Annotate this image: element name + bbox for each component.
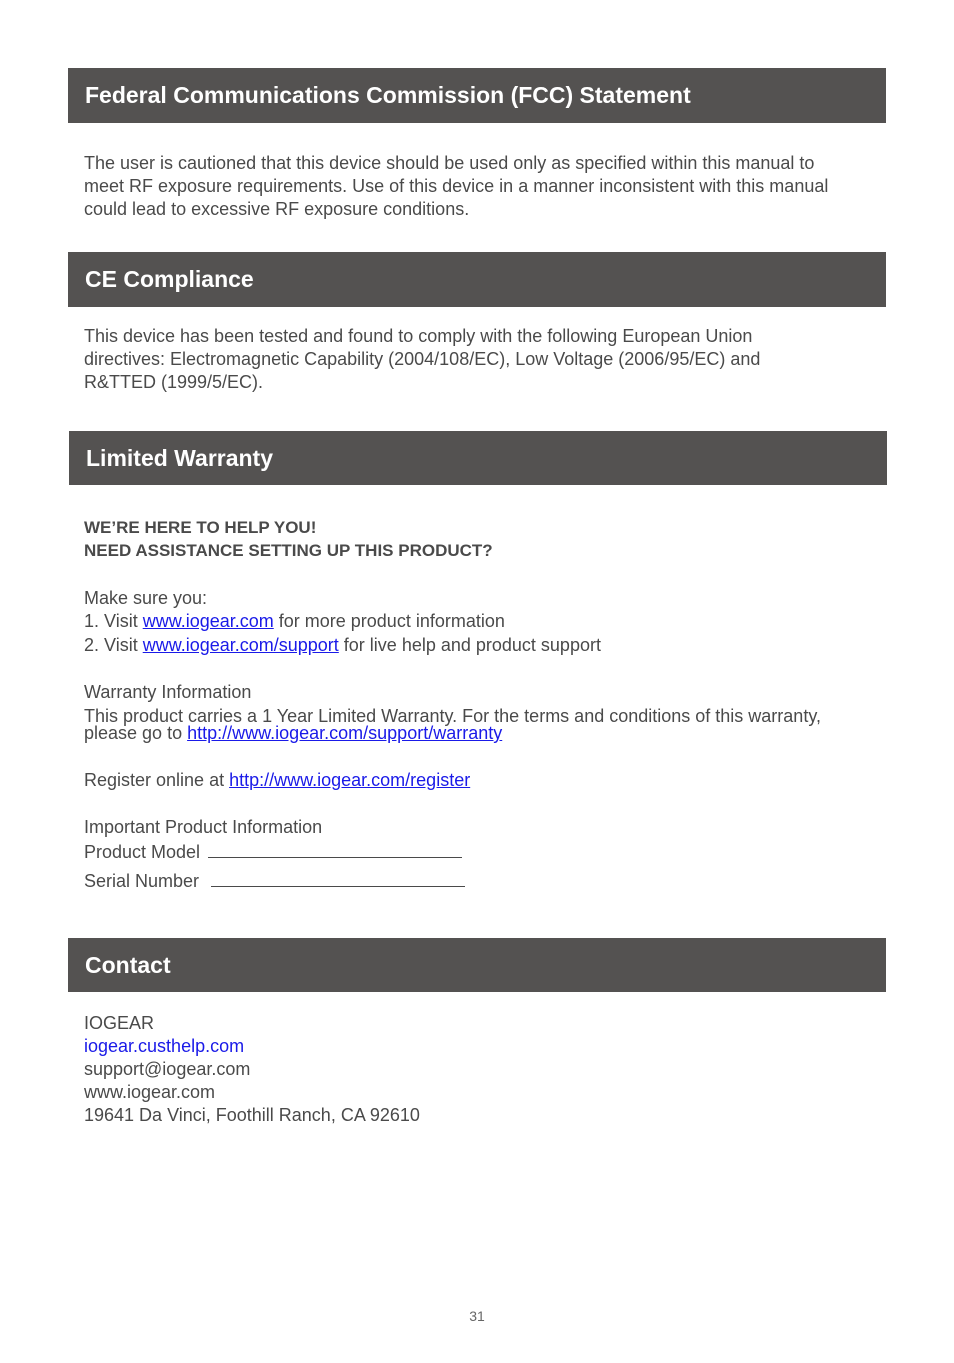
visit-line-2 — [84, 634, 601, 657]
page-number: 31 — [469, 1308, 485, 1324]
visit1-suffix: for more product information — [273, 611, 505, 631]
fcc-heading: Federal Communications Commission (FCC) Statement — [85, 82, 691, 108]
ce-body-line: This device has been tested and found to comply with the following European Union — [84, 326, 753, 346]
help-line-2: NEED ASSISTANCE SETTING UP THIS PRODUCT? — [84, 541, 493, 560]
contact-body — [84, 1012, 420, 1127]
iogear-home-link[interactable]: www.iogear.com — [142, 611, 274, 631]
register-line — [84, 769, 470, 792]
contact-heading: Contact — [85, 951, 171, 978]
register-prefix: Register online at — [84, 770, 230, 790]
ce-section-header — [68, 252, 886, 307]
ce-heading: CE Compliance — [85, 266, 254, 292]
product-model-label: Product Model — [84, 842, 201, 862]
warranty-info-title: Warranty Information — [84, 682, 252, 702]
iogear-support-link[interactable]: www.iogear.com/support — [142, 635, 339, 655]
contact-website: www.iogear.com — [84, 1082, 216, 1102]
ce-body-line: R&TTED (1999/5/EC). — [84, 372, 264, 392]
visit2-prefix: 2. Visit — [84, 635, 143, 655]
warranty-link[interactable]: http://www.iogear.com/support/warranty — [187, 723, 503, 743]
contact-email: support@iogear.com — [84, 1059, 251, 1079]
contact-section-header — [68, 938, 886, 992]
warranty-line-2 — [84, 722, 502, 745]
warranty-heading: Limited Warranty — [86, 444, 274, 471]
custhelp-link[interactable]: iogear.custhelp.com — [84, 1036, 245, 1056]
fcc-body-line: could lead to excessive RF exposure conditions. — [84, 199, 470, 219]
serial-number-blank — [211, 872, 465, 887]
ce-body-line: directives: Electromagnetic Capability (2004/108/EC), Low Voltage (2006/95/EC) and — [84, 349, 761, 369]
serial-number-row — [84, 870, 465, 893]
help-line-1: WE’RE HERE TO HELP YOU! — [84, 518, 317, 537]
fcc-section-header — [68, 68, 886, 123]
visit2-suffix: for live help and product support — [338, 635, 601, 655]
contact-company: IOGEAR — [84, 1013, 155, 1033]
visit1-prefix: 1. Visit — [84, 611, 143, 631]
fcc-body-line: The user is cautioned that this device should be used only as specified within this manual to — [84, 153, 815, 173]
product-model-row — [84, 841, 462, 864]
fcc-body-line: meet RF exposure requirements. Use of this device in a manner inconsistent with this manual — [84, 176, 829, 196]
serial-number-label: Serial Number — [84, 871, 200, 891]
contact-address: 19641 Da Vinci, Foothill Ranch, CA 92610 — [84, 1105, 420, 1125]
warranty-section-header — [69, 431, 887, 485]
make-sure-label: Make sure you: — [84, 588, 208, 608]
important-info-title: Important Product Information — [84, 817, 323, 837]
warranty-line2-prefix: please go to — [84, 723, 188, 743]
warranty-line-1: This product carries a 1 Year Limited Warranty. For the terms and conditions of this warranty, — [84, 706, 821, 726]
product-model-blank — [208, 843, 462, 858]
ce-body — [84, 325, 760, 394]
register-link[interactable]: http://www.iogear.com/register — [229, 770, 471, 790]
fcc-body — [84, 152, 828, 221]
visit-line-1 — [84, 610, 505, 633]
